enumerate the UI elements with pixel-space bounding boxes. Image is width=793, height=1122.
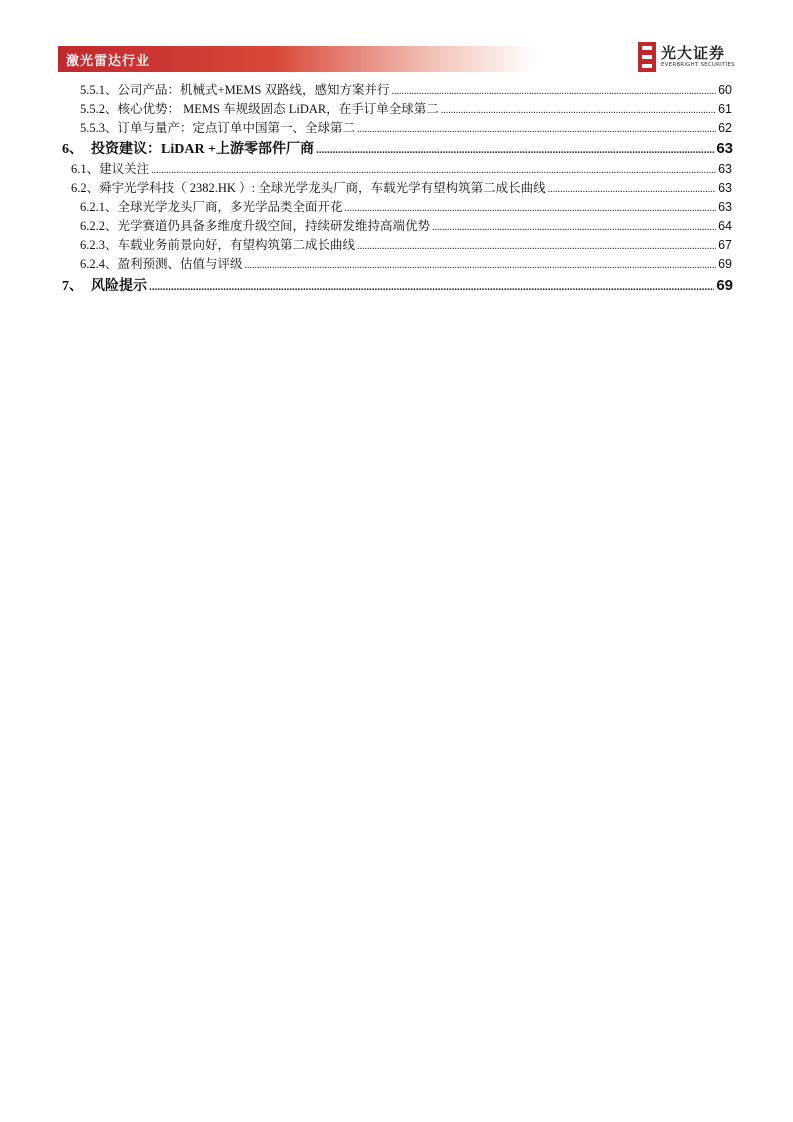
toc-entry-title: 建议关注 — [99, 162, 150, 176]
toc-entry-number: 6.2、 — [71, 181, 100, 195]
brand-name-en: EVERBRIGHT SECURITIES — [661, 62, 735, 68]
toc-leader-dots — [441, 105, 716, 116]
toc-leader-dots — [357, 241, 716, 252]
toc-entry-6-1[interactable] — [71, 159, 732, 178]
toc-leader-dots — [432, 222, 716, 233]
toc-entry-title: 公司产品：机械式+MEMS 双路线，感知方案并行 — [117, 83, 390, 97]
toc-page-number: 63 — [718, 200, 732, 214]
header-bar — [58, 46, 536, 72]
toc-leader-dots — [245, 260, 717, 271]
toc-entry-5-5-2[interactable] — [80, 99, 732, 118]
toc-entry-number: 6、 — [62, 142, 83, 157]
toc-entry-5-5-1[interactable] — [80, 80, 732, 99]
brand-name-cn: 光大证券 — [661, 44, 726, 62]
toc-leader-dots — [151, 165, 716, 176]
toc-entry-title: 核心优势： MEMS 车规级固态 LiDAR，在手订单全球第二 — [117, 102, 439, 116]
toc-page-number: 63 — [716, 140, 733, 157]
toc-entry-title: 订单与量产：定点订单中国第一、全球第二 — [117, 121, 356, 135]
toc-entry-6-2-4[interactable] — [80, 254, 732, 273]
toc-entry-title: 盈利预测、估值与评级 — [117, 257, 243, 271]
header-title: 激光雷达行业 — [66, 54, 151, 69]
toc-entry-title: 投资建议：LiDAR +上游零部件厂商 — [91, 142, 315, 157]
toc-page-number: 67 — [718, 238, 732, 252]
toc-entry-6-2-3[interactable] — [80, 235, 732, 254]
toc-entry-6-2-1[interactable] — [80, 197, 732, 216]
toc-entry-title: 光学赛道仍具备多维度升级空间，持续研发维持高端优势 — [117, 219, 431, 233]
toc-page-number: 69 — [718, 257, 732, 271]
toc-page-number: 69 — [716, 277, 733, 294]
toc-entry-number: 6.2.1、 — [80, 200, 118, 214]
toc-page-number: 62 — [718, 121, 732, 135]
toc-entry-number: 6.2.2、 — [80, 219, 118, 233]
toc-page-number: 63 — [718, 181, 732, 195]
everbright-logo-icon — [638, 42, 656, 72]
toc-page-number: 60 — [718, 83, 732, 97]
toc-entry-number: 5.5.2、 — [80, 102, 118, 116]
toc-leader-dots — [392, 86, 717, 97]
toc-entry-title: 舜宇光学科技（ 2382.HK ）: 全球光学龙头厂商，车载光学有望构筑第二成长曲线 — [99, 181, 546, 195]
toc-page-number: 64 — [718, 219, 732, 233]
toc-entry-6[interactable] — [62, 138, 733, 157]
toc-leader-dots — [357, 124, 716, 135]
toc-entry-6-2-2[interactable] — [80, 216, 732, 235]
toc-entry-number: 5.5.3、 — [80, 121, 118, 135]
toc-entry-5-5-3[interactable] — [80, 118, 732, 137]
toc-page-number: 61 — [718, 102, 732, 116]
toc-leader-dots — [149, 281, 714, 293]
brand-logo — [638, 42, 738, 72]
toc-entry-number: 5.5.1、 — [80, 83, 118, 97]
toc-page-number: 63 — [718, 162, 732, 176]
toc-entry-6-2[interactable] — [71, 178, 732, 197]
toc-leader-dots — [316, 144, 714, 156]
toc-entry-title: 风险提示 — [91, 279, 147, 294]
toc-entry-title: 车载业务前景向好，有望构筑第二成长曲线 — [117, 238, 356, 252]
toc-entry-number: 6.1、 — [71, 162, 100, 176]
toc-entry-7[interactable] — [62, 275, 733, 294]
toc-entry-number: 6.2.3、 — [80, 238, 118, 252]
toc-entry-number: 6.2.4、 — [80, 257, 118, 271]
toc-leader-dots — [548, 184, 716, 195]
toc-entry-title: 全球光学龙头厂商，多光学品类全面开花 — [117, 200, 343, 214]
toc-entry-number: 7、 — [62, 279, 83, 294]
toc-leader-dots — [345, 203, 717, 214]
